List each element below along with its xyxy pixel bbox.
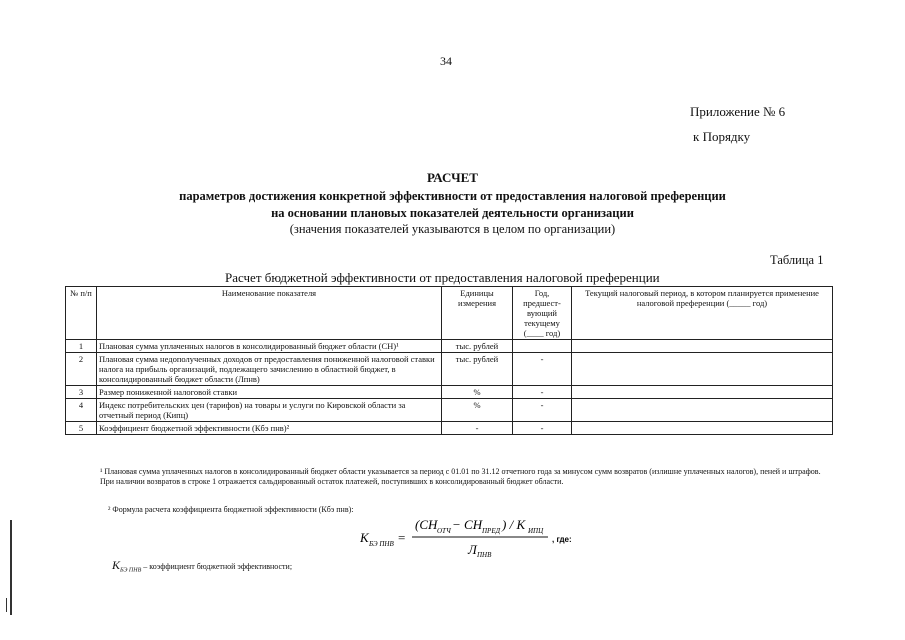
formula-lhs: K [360,530,369,545]
row-prev: - [513,353,572,386]
efficiency-table [65,286,833,435]
row-cur [572,353,833,386]
table-row [66,386,833,399]
appendix-order: к Порядку [693,129,751,144]
row-unit: - [442,422,513,435]
table-row [66,399,833,422]
header-num: № п/п [66,287,97,340]
row-cur [572,386,833,399]
row-cur [572,399,833,422]
document-subtitle-1: параметров достижения конкретной эффективности от предоставления налоговой преференции [179,189,726,203]
row-num: 5 [66,422,97,435]
formula-num-sub2: ПРЕД [482,527,501,535]
row-name: Индекс потребительских цен (тарифов) на товары и услуги по Кировской области за отчетный период (Кипц) [97,399,442,422]
formula-minus: − CH [452,517,483,532]
row-prev: - [513,386,572,399]
row-cur [572,340,833,353]
table-header-row [66,287,833,340]
table-row [66,353,833,386]
row-prev: - [513,399,572,422]
formula-lhs-sub: БЭ ПНВ [369,540,394,548]
document-subtitle-note: (значения показателей указываются в целом по организации) [289,222,616,236]
formula-num-sub3: ИПЦ [528,527,544,535]
formula-den-sub: ПНВ [477,551,492,558]
table-label: Таблица 1 [770,253,824,267]
row-cur [572,422,833,435]
row-name: Плановая сумма недополученных доходов от предоставления пониженной налоговой ставки налога на прибыль организаций, подлежащего зачислению в областной бюджет, в консолидированный бюджет области (Лпнв) [97,353,442,386]
table-caption: Расчет бюджетной эффективности от предоставления налоговой преференции [225,270,660,285]
row-name: Плановая сумма уплаченных налогов в консолидированный бюджет области (СН)¹ [97,340,442,353]
page-number: 34 [440,54,452,68]
formula-suffix: , где: [552,535,572,544]
row-num: 1 [66,340,97,353]
term-definition [112,558,292,574]
header-current: Текущий налоговый период, в котором планируется применение налоговой преференции (_____ год) [572,287,833,340]
row-prev: - [513,422,572,435]
footnote-2: ² Формула расчета коэффициента бюджетной эффективности (Кбэ пнв): [108,505,354,514]
header-unit: Единицы измерения [442,287,513,340]
scan-margin-mark [6,598,7,612]
row-num: 2 [66,353,97,386]
document-subtitle-2: на основании плановых показателей деятельности организации [271,206,634,220]
row-unit: тыс. рублей [442,340,513,353]
row-name: Размер пониженной налоговой ставки [97,386,442,399]
term-symbol: K [112,558,121,572]
table-row [66,422,833,435]
row-unit: % [442,399,513,422]
efficiency-formula [360,516,660,558]
formula-numerator: (CH [415,517,438,532]
term-text: – коэффициент бюджетной эффективности; [141,562,293,571]
scan-margin-line [10,520,12,615]
row-name: Коэффициент бюджетной эффективности (Кбэ пнв)² [97,422,442,435]
formula-denominator: Л [468,542,477,557]
term-symbol-sub: БЭ ПНВ [120,567,142,574]
row-num: 3 [66,386,97,399]
header-name: Наименование показателя [97,287,442,340]
header-prev-year: Год, предшест-вующий текущему (____ год) [513,287,572,340]
svg-text:=: = [398,530,406,545]
row-unit: тыс. рублей [442,353,513,386]
appendix-number: Приложение № 6 [690,104,786,119]
formula-num-sub1: ОТЧ [437,527,451,535]
row-num: 4 [66,399,97,422]
table-row [66,340,833,353]
document-title: РАСЧЕТ [427,170,478,185]
footnote-1: ¹ Плановая сумма уплаченных налогов в консолидированный бюджет области указывается за период с 01.01 по 31.12 отчетного года за минусом сумм возвратов (излишне уплаченных налогов), пеней и штрафов. При наличии возвратов в строке 1 отражается сальдированный остаток платежей, поступивших в консолидированный бюджет области. [100,467,821,486]
formula-num-tail: ) / K [502,517,526,532]
row-unit: % [442,386,513,399]
row-prev [513,340,572,353]
